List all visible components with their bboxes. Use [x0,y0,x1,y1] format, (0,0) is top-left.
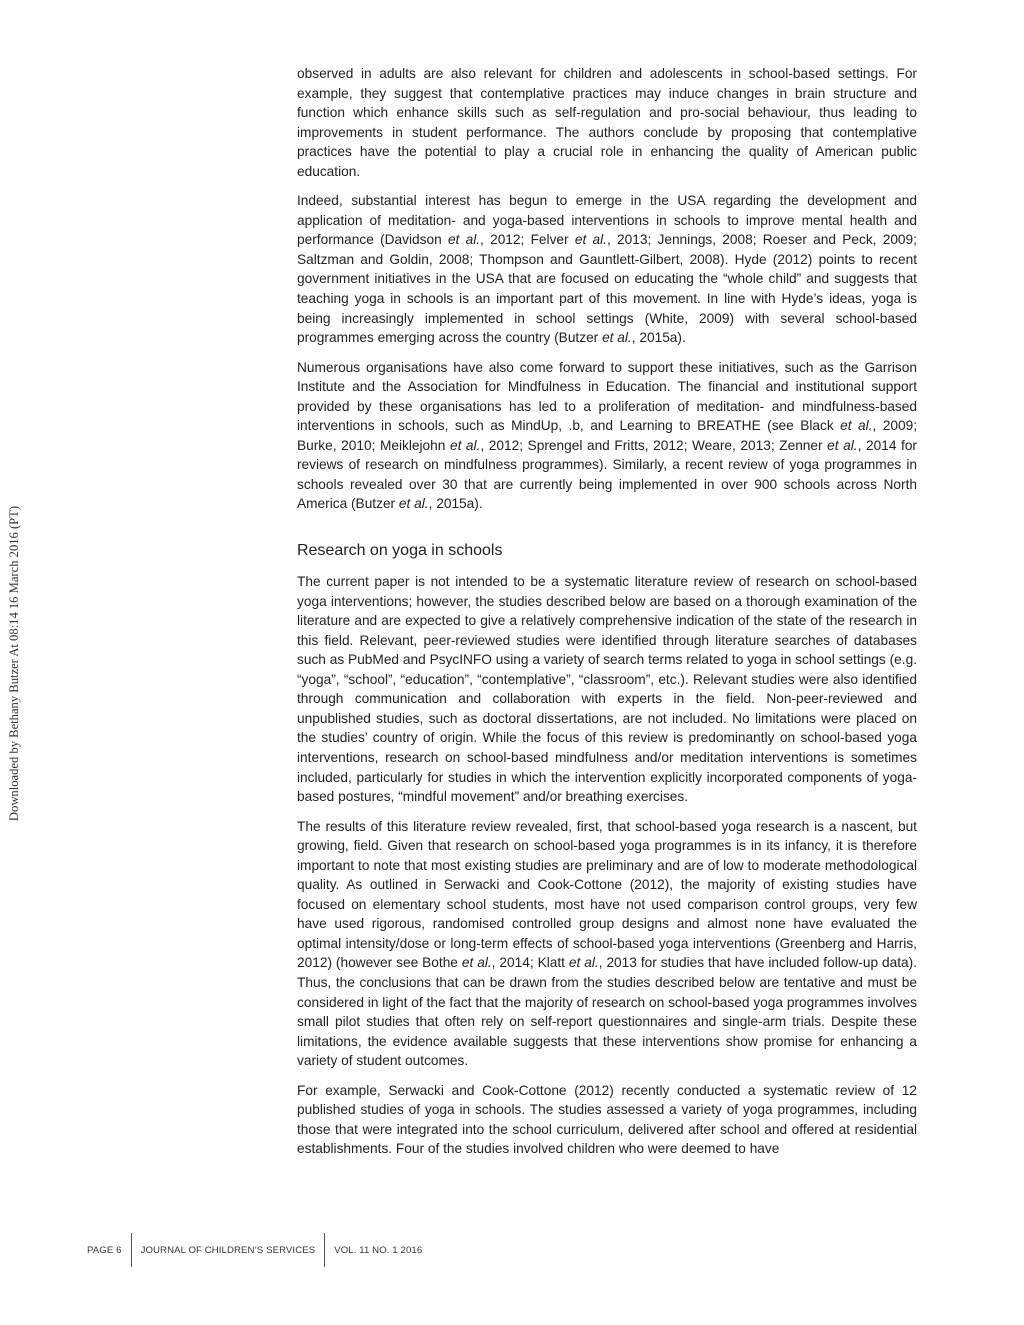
italic-run: et al. [840,418,873,434]
download-margin-note [2,493,28,833]
body-paragraph [297,64,917,181]
italic-run: et al. [568,955,599,971]
paragraph-group-top [297,64,917,514]
footer-divider [131,1233,132,1267]
section-heading: Research on yoga in schools [297,542,503,560]
body-paragraph [297,358,917,514]
italic-run: et al. [574,232,607,248]
body-paragraph [297,817,917,1071]
text-run: , 2013; Jennings, 2008; Roeser and Peck, 2009; Saltzman and Goldin, 2008; Thompson and Gauntlett-Gilbert, 2008). Hyde (2012) points to recent government initiatives in the USA that are focused on educating the “whole child” and suggests that teaching yoga in schools is an important part of this movement. In line with Hyde’s ideas, yoga is being increasingly implemented in school settings (White, 2009) with several school-based programmes emerging across the country (Butzer [297,232,917,346]
volume-info: VOL. 11 NO. 1 2016 [334,1244,423,1256]
text-run: The results of this literature review revealed, first, that school-based yoga research is a nascent, but growing, field. Given that research on school-based yoga programmes is in its infancy, it is therefore important to note that most existing studies are preliminary and are of low to moderate methodological quality. As outlined in Serwacki and Cook-Cottone (2012), the majority of existing studies have focused on elementary school students, most have not used comparison control groups, very few have used rigorous, randomised controlled group designs and almost none have evaluated the optimal intensity/dose or long-term effects of school-based yoga interventions (Greenberg and Harris, 2012) (however see Bothe [297,818,917,971]
italic-run: et al. [827,437,858,453]
body-paragraph [297,572,917,807]
italic-run: et al. [447,232,481,248]
paragraph-group-bottom [297,572,917,1159]
text-run: , 2014; Klatt [491,955,569,971]
text-run: , 2015a). [631,330,686,346]
text-run: Numerous organisations have also come forward to support these initiatives, such as the Garrison Institute and the Association for Mindfulness in Education. The financial and institutional support provided by these organisations has led to a proliferation of meditation- and mindfulness-based interventions in schools, such as MindUp, .b, and Learning to BREATHE (see Black [297,359,917,434]
italic-run: et al. [449,437,481,453]
text-run: observed in adults are also relevant for children and adolescents in school-based settings. For example, they suggest that contemplative practices may induce changes in brain structure and function which enhance skills such as self-regulation and pro-social behaviour, thus leading to improvements in student performance. The authors conclude by proposing that contemplative practices have the potential to play a crucial role in enhancing the quality of American public education. [297,66,917,179]
text-run: For example, Serwacki and Cook-Cottone (2012) recently conducted a systematic review of 12 published studies of yoga in schools. The studies assessed a variety of yoga programmes, including those that were integrated into the school curriculum, delivered after school and offered at residential establishments. Four of the studies involved children who were deemed to have [297,1082,917,1157]
article-body [297,64,917,1169]
page-number: PAGE 6 [87,1244,122,1256]
text-run: , 2012; Sprengel and Fritts, 2012; Weare, 2013; Zenner [480,437,828,453]
italic-run: et al. [461,955,492,971]
italic-run: et al. [602,330,632,346]
text-run: , 2012; Felver [480,232,575,248]
italic-run: et al. [398,496,429,512]
body-paragraph [297,1081,917,1159]
text-run: Indeed, substantial interest has begun to emerge in the USA regarding the development and application of meditation- and yoga-based interventions in schools to improve mental health and performance (Davidson [297,193,917,248]
journal-name: JOURNAL OF CHILDREN’S SERVICES [140,1244,316,1256]
text-run: , 2009; Burke, 2010; Meiklejohn [297,418,917,453]
body-paragraph [297,191,917,347]
text-run: , 2015a). [428,496,483,512]
text-run: , 2013 for studies that have included follow-up data). Thus, the conclusions that can be drawn from the studies described below are tentative and must be considered in light of the fact that the majority of research on school-based yoga programmes involves small pilot studies that often rely on self-report questionnaires and single-arm trials. Despite these limitations, the evidence available suggests that these interventions show promise for enhancing a variety of student outcomes. [297,955,918,1069]
footer-divider [324,1233,325,1267]
page-footer [87,1233,422,1267]
download-note-text: Downloaded by Bethany Butzer At 08:14 16 March 2016 (PT) [7,505,22,821]
text-run: , 2014 for reviews of research on mindfulness programmes). Similarly, a recent review of yoga programmes in schools revealed over 30 that are currently being implemented in over 900 schools across North America (Butzer [297,437,917,512]
text-run: The current paper is not intended to be a systematic literature review of research on school-based yoga interventions; however, the studies described below are based on a thorough examination of the literature and are expected to give a relatively comprehensive indication of the state of the research in this field. Relevant, peer-reviewed studies were identified through literature searches of databases such as PubMed and PsycINFO using a variety of search terms related to yoga in school settings (e.g. “yoga”, “school”, “education”, “contemplative”, “classroom”, etc.). Relevant studies were also identified through communication and collaboration with experts in the field. Non-peer-reviewed and unpublished studies, such as doctoral dissertations, are not included. No limitations were placed on the studies’ country of origin. While the focus of this review is predominantly on school-based yoga interventions, research on school-based mindfulness and/or meditation interventions is sometimes included, particularly for studies in which the intervention explicitly incorporated components of yoga-based postures, “mindful movement” and/or breathing exercises. [297,574,917,805]
